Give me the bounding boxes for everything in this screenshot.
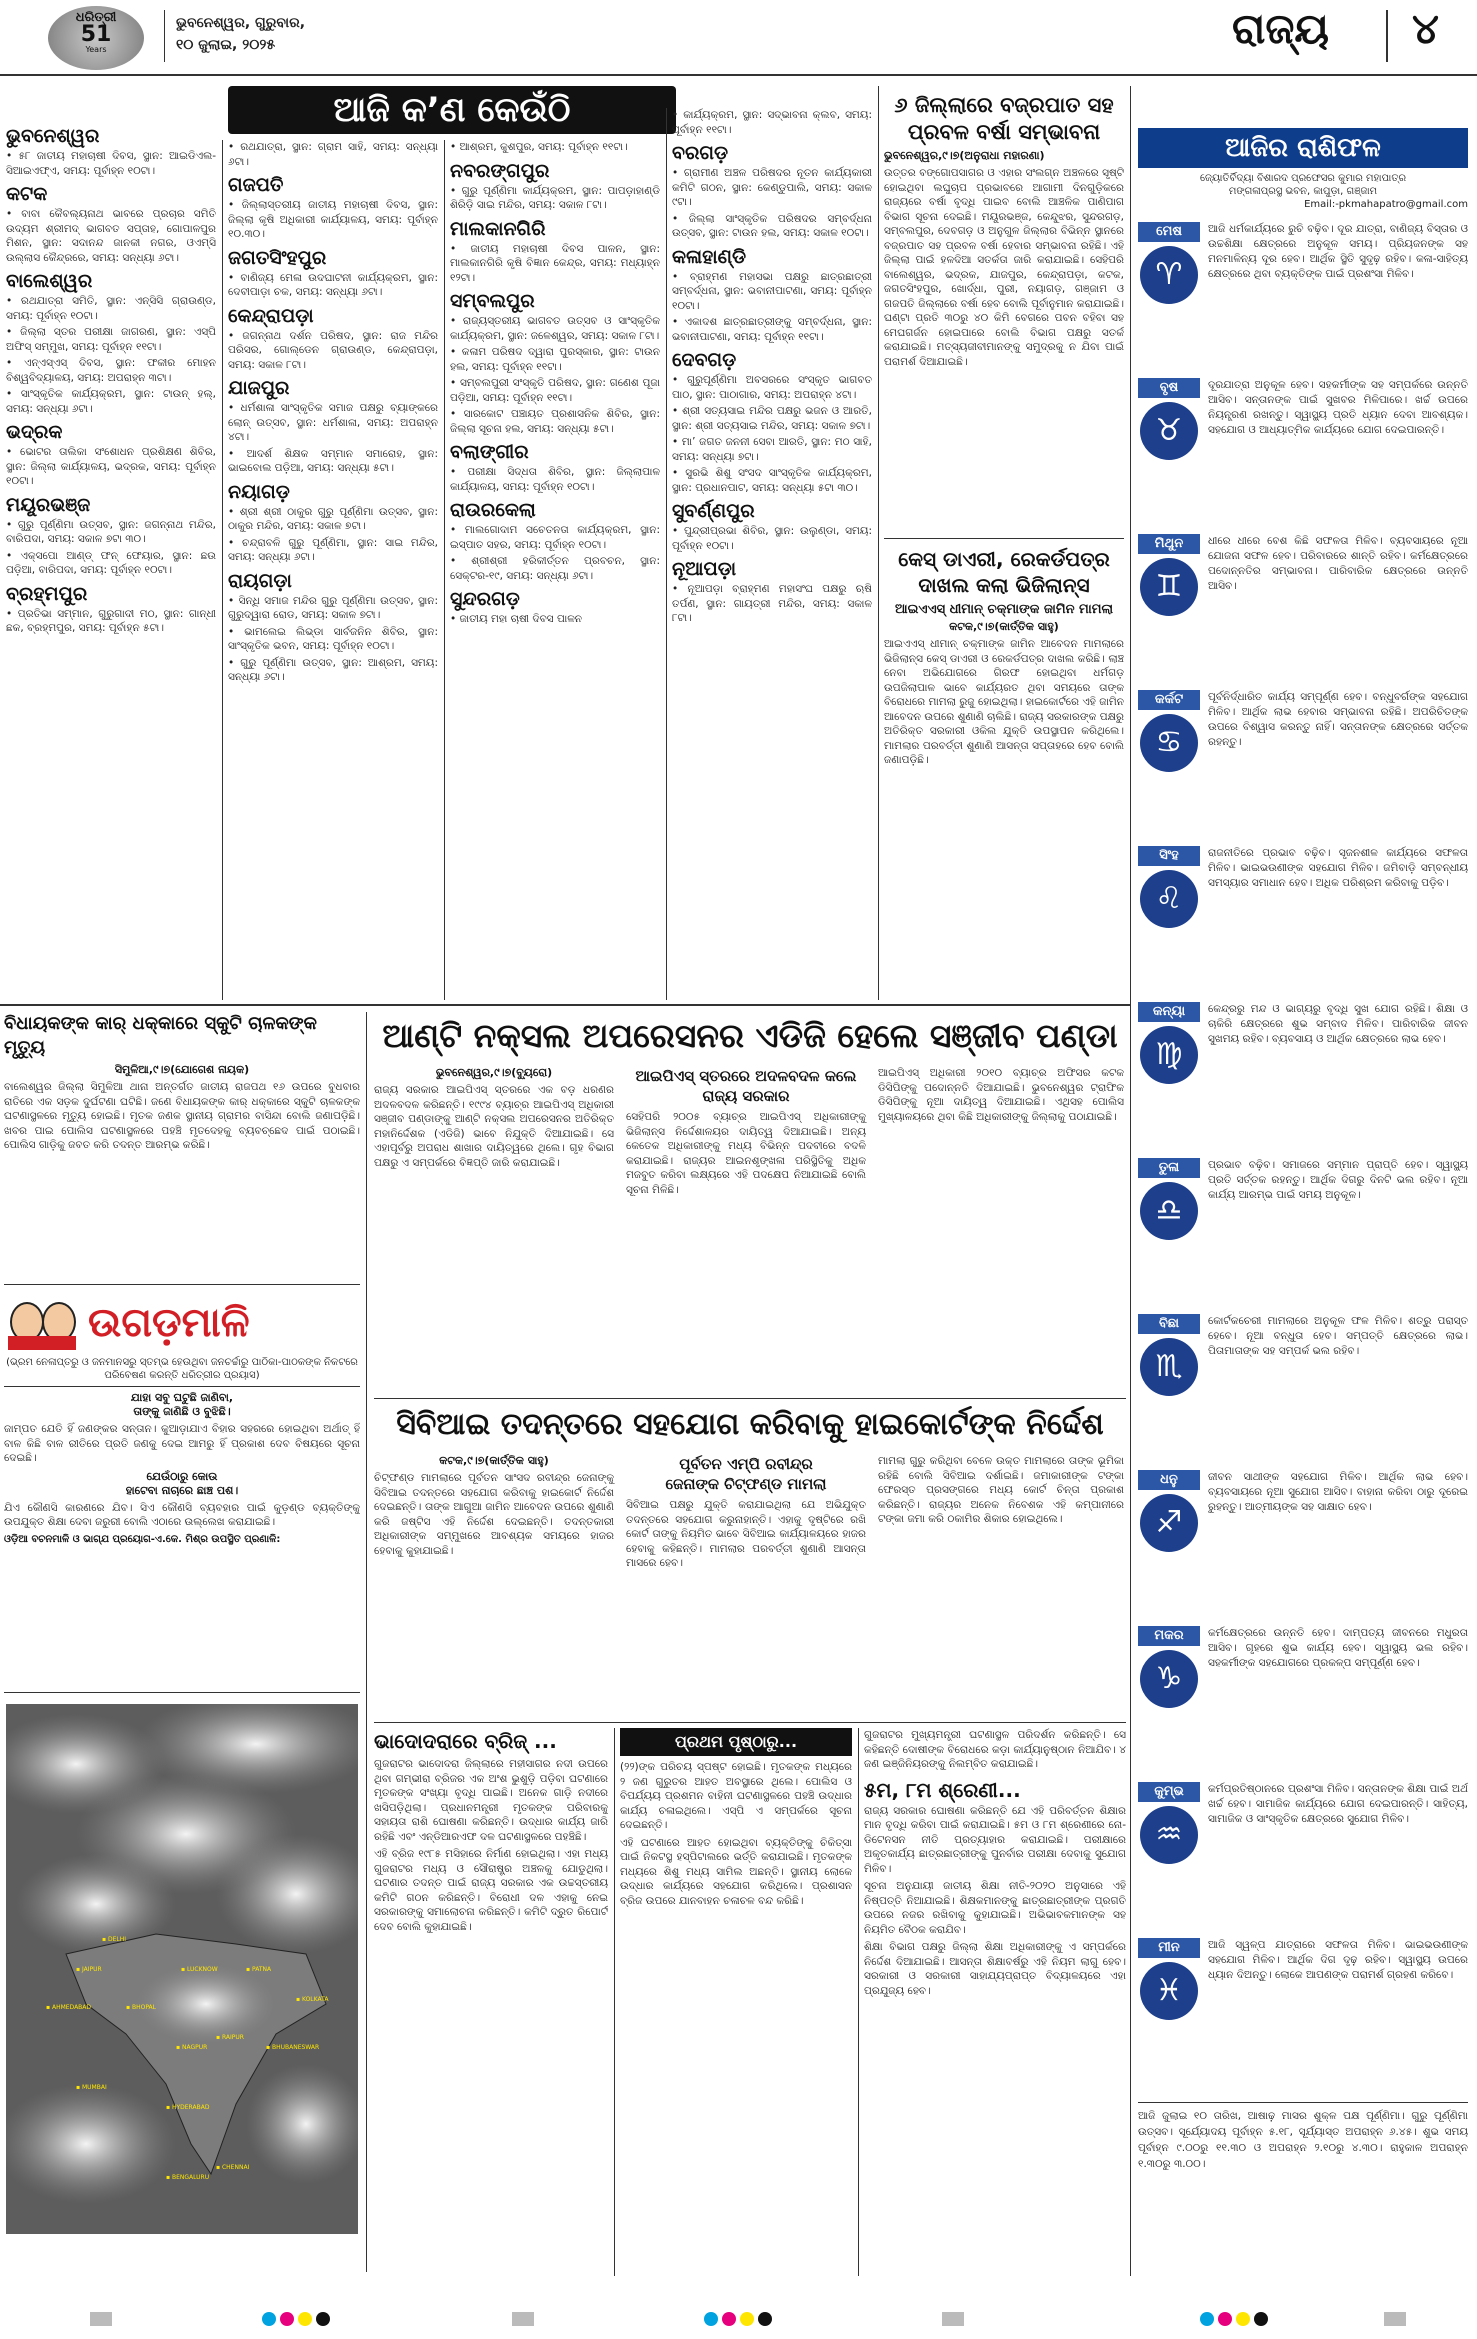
zodiac-name: ବୃଷ xyxy=(1138,378,1200,398)
event-item: • ପ୍ରତିଭା ସମ୍ମାନ, ଗୁରୁଗାଦୀ ମଠ, ସ୍ଥାନ: ଗାନ୍ଧୀ ଛକ, ବ୍ରହ୍ମପୁର, ସମୟ: ପୂର୍ବାହ୍ନ ୫ଟା। xyxy=(6,607,216,634)
city-label: ▪ HYDERABAD xyxy=(166,2104,210,2111)
events-banner xyxy=(228,86,676,134)
logo-years-label: Years xyxy=(85,45,107,54)
zodiac-badge xyxy=(1138,1002,1200,1084)
event-place-heading: ଭଦ୍ରକ xyxy=(6,421,63,443)
city-label: ▪ LUCKNOW xyxy=(181,1966,218,1973)
bridge-story xyxy=(374,1728,608,2278)
event-place-heading: କେନ୍ଦ୍ରାପଡ଼ା xyxy=(228,304,314,327)
city-label: ▪ PATNA xyxy=(246,1966,272,1973)
event-item: • ସିନ୍ଧି ସମାଜ ମନ୍ଦିର ଗୁରୁ ପୂର୍ଣ୍ଣିମା ଉତ୍ସବ, ସ୍ଥାନ: ଗୁରୁଦ୍ୱାରା ରୋଡ, ସମୟ: ସକାଳ ୭ଟା। xyxy=(228,594,438,621)
cbi-col-2 xyxy=(626,1454,866,1571)
rain-body: ଉତ୍ତର ବଙ୍ଗୋପସାଗର ଓ ଏହାର ସଂଲଗ୍ନ ଅଞ୍ଚଳରେ ସୃଷ୍ଟି ହୋଇଥିବା ଲଘୁଚାପ ପ୍ରଭାବରେ ଆଗାମୀ ଦିନଗୁଡ଼ିକରେ ରାଜ୍ୟରେ ବର୍ଷା ବୃଦ୍ଧି ପାଇବ ବୋଲି ଆଞ୍ଚଳିକ ପାଣିପାଗ ବିଭାଗ ସୂଚନା ଦେଇଛି। ମୟୂରଭଞ୍ଜ, କେନ୍ଦୁଝର, ସୁନ୍ଦରଗଡ଼, ସମ୍ବଲପୁର, ଦେବଗଡ଼ ଓ ଅନୁଗୁଳ ଜିଲ୍ଲାର ବିଭିନ୍ନ ସ୍ଥାନରେ ବଜ୍ରପାତ ସହ ପ୍ରବଳ ବର୍ଷା ହେବାର ସମ୍ଭାବନା ରହିଛି। ଏହି ଜିଲ୍ଲା ପାଇଁ ହଳଦିଆ ସତର୍କତା ଜାରି କରାଯାଇଛି। ସେହିପରି ବାଲେଶ୍ୱର, ଭଦ୍ରକ, ଯାଜପୁର, କେନ୍ଦ୍ରାପଡ଼ା, କଟକ, ଜଗତସିଂହପୁର, ଖୋର୍ଦ୍ଧା, ପୁରୀ, ନୟାଗଡ଼, ଗଞ୍ଜାମ ଓ ଗଜପତି ଜିଲ୍ଲାରେ ବର୍ଷା ହେବ ବୋଲି ପୂର୍ବାନୁମାନ କରାଯାଇଛି। ଘଣ୍ଟା ପ୍ରତି ୩୦ରୁ ୪୦ କିମି ବେଗରେ ପବନ ବହିବା ସହ ମେଘଗର୍ଜନ ହୋଇପାରେ ବୋଲି ବିଭାଗ ପକ୍ଷରୁ ସତର୍କ କରାଯାଇଛି। ମତ୍ସ୍ୟଜୀବୀମାନଙ୍କୁ ସମୁଦ୍ରକୁ ନ ଯିବା ପାଇଁ ପରାମର୍ଶ ଦିଆଯାଇଛି। xyxy=(884,167,1124,368)
zodiac-symbol-icon: ♌ xyxy=(1140,870,1198,928)
zodiac-symbol-icon: ♑ xyxy=(1140,1650,1198,1708)
naxal-dateline: ଭୁବନେଶ୍ୱର,୯।୭(ବ୍ୟୁରୋ) xyxy=(435,1066,553,1079)
event-place-heading: ଜଗତସିଂହପୁର xyxy=(228,246,327,269)
cbi-body-1: ଚିଟ୍‌ଫଣ୍ଡ ମାମଲାରେ ପୂର୍ବତନ ସାଂସଦ ରବୀନ୍ଦ୍ର ଜେନାଙ୍କୁ ସିବିଆଇ ତଦନ୍ତରେ ସହଯୋଗ କରିବାକୁ ହାଇକୋର୍ଟ ନିର୍ଦ୍ଦେଶ ଦେଇଛନ୍ତି। ତାଙ୍କ ଆଗୁଆ ଜାମିନ ଆବେଦନ ଉପରେ ଶୁଣାଣି କରି ଜଷ୍ଟିସ ଏହି ନିର୍ଦ୍ଦେଶ ଦେଇଛନ୍ତି। ତଦନ୍ତକାରୀ ଅଧିକାରୀଙ୍କ ସମ୍ମୁଖରେ ଆବଶ୍ୟକ ସମୟରେ ହାଜର ହେବାକୁ କୁହାଯାଇଛି। xyxy=(374,1472,614,1557)
satellite-image xyxy=(6,1704,358,2234)
zodiac-badge xyxy=(1138,378,1200,460)
zodiac-symbol-icon: ♈ xyxy=(1140,246,1198,304)
zodiac-text: ପୂର୍ବନିର୍ଦ୍ଧାରିତ କାର୍ଯ୍ୟ ସମ୍ପୂର୍ଣ୍ଣ ହେବ। ବନ୍ଧୁବର୍ଗଙ୍କ ସହଯୋଗ ମିଳିବ। ଆର୍ଥିକ ଲାଭ ହେବାର ସମ୍ଭାବନା ରହିଛି। ଅପରିଚିତଙ୍କ ଉପରେ ବିଶ୍ୱାସ କରନ୍ତୁ ନାହିଁ। ସନ୍ତାନଙ୍କ କ୍ଷେତ୍ରରେ ସର୍ତ୍ତକ ରହନ୍ତୁ। xyxy=(1208,691,1468,748)
events-banner-title: ଆଜି କ’ଣ କେଉଁଠି xyxy=(333,90,571,130)
zodiac-badge xyxy=(1138,1782,1200,1864)
event-item: • ରଥଯାତ୍ରା ସମିତି, ସ୍ଥାନ: ଏନ୍‌ସିସି ଗ୍ରାଉଣ୍ଡ, ସମୟ: ପୂର୍ବାହ୍ନ ୧୦ଟା। xyxy=(6,295,216,322)
event-item: • ଧର୍ମଶାଳା ସାଂସ୍କୃତିକ ସମାଜ ପକ୍ଷରୁ ବ୍ୟାଙ୍କରେ ଲୋନ୍‌ ଉତ୍ସବ, ସ୍ଥାନ: ଧର୍ମଶାଳା, ସମୟ: ଅପରାହ୍ନ ୪ଟା। xyxy=(228,402,438,443)
swatch-cyan xyxy=(1200,2312,1214,2326)
event-place-heading: ରାଉରକେଲା xyxy=(450,499,536,521)
event-item: • ରାଜ୍ୟସ୍ତରୀୟ ଭାଗବତ ଉତ୍ସବ ଓ ସାଂସ୍କୃତିକ କାର୍ଯ୍ୟକ୍ରମ, ସ୍ଥାନ: ଜଳେଶ୍ୱର, ସମୟ: ସକାଳ ୮ଟା। xyxy=(450,315,660,342)
front-page-tag: ପ୍ରଥମ ପୃଷ୍ଠାରୁ... xyxy=(620,1728,852,1756)
horoscope-address: ମଙ୍ଗଳାପ୍ରସ୍ଥ ଭବନ, କାପୁଡ଼ା, ଗଞ୍ଜାମ xyxy=(1228,186,1378,197)
cartoon-head-2: ତାଙ୍କୁ ଜାଣିଛି ଓ ବୁଝିଛି। xyxy=(133,1405,231,1418)
logo-years: 51 xyxy=(80,22,112,47)
zodiac-name: ମକର xyxy=(1138,1626,1200,1646)
event-place-heading: ବାଲେଶ୍ୱର xyxy=(6,270,93,292)
city-label: ▪ AHMEDABAD xyxy=(46,2004,92,2011)
vigilance-story xyxy=(884,546,1124,996)
zodiac-name: କର୍କଟ xyxy=(1138,690,1200,710)
cbi-story xyxy=(374,1404,1126,1720)
cbi-headline: ସିବିଆଇ ତଦନ୍ତରେ ସହଯୋଗ କରିବାକୁ ହାଇକୋର୍ଟଙ୍କ ନିର୍ଦ୍ଦେଶ xyxy=(396,1407,1104,1442)
cartoon-header xyxy=(4,1290,360,1356)
zodiac-row xyxy=(1138,1626,1468,1778)
vigilance-dateline: କଟକ,୯।୭(କାର୍ତ୍ତିକ ସାହୁ) xyxy=(949,620,1059,633)
zodiac-badge xyxy=(1138,534,1200,616)
event-item: • ଗୁରୁ ପୂର୍ଣ୍ଣିମା ଉତ୍ସବ, ସ୍ଥାନ: ଜଗନ୍ନାଥ ମନ୍ଦିର, ବାରିପଦା, ସମୟ: ସକାଳ ୭ଟା ୩୦। xyxy=(6,518,216,545)
logo-text: ଧରିତ୍ରୀ xyxy=(75,10,117,25)
zodiac-row xyxy=(1138,846,1468,998)
zodiac-symbol-icon: ♏ xyxy=(1140,1338,1198,1396)
city-label: ▪ RAIPUR xyxy=(216,2034,244,2041)
horoscope-signs xyxy=(1138,222,1468,2098)
events-col-2 xyxy=(228,140,438,1000)
class-headline: ୫ମ, ୮ମ ଶ୍ରେଣୀ... xyxy=(864,1777,1021,1802)
footer-marks xyxy=(0,2296,1477,2339)
naxal-col-1 xyxy=(374,1066,614,1170)
event-place-heading: ବଲାଙ୍ଗୀର xyxy=(450,441,529,463)
rain-headline: ୬ ଜିଲ୍ଲାରେ ବଜ୍ରପାତ ସହ ପ୍ରବଳ ବର୍ଷା ସମ୍ଭାବନା xyxy=(894,93,1114,144)
dateline-day: ଭୁବନେଶ୍ୱର, ଗୁରୁବାର, xyxy=(176,15,306,31)
event-item: • ପରୀକ୍ଷା ସିଦ୍ଧତା ଶିବିର, ସ୍ଥାନ: ଜିଲ୍ଲାପାଳ କାର୍ଯ୍ୟାଳୟ, ସମୟ: ପୂର୍ବାହ୍ନ ୧୦ଟା। xyxy=(450,466,660,493)
zodiac-name: ଧନୁ xyxy=(1138,1470,1200,1490)
cbi-body-2: ସିବିଆଇ ପକ୍ଷରୁ ଯୁକ୍ତି କରାଯାଇଥିଲା ଯେ ଅଭିଯୁକ୍ତ ତଦନ୍ତରେ ସହଯୋଗ କରୁନାହାନ୍ତି। ଏହାକୁ ଦୃଷ୍ଟିରେ ରଖି କୋର୍ଟ ତାଙ୍କୁ ନିୟମିତ ଭାବେ ସିବିଆଇ କାର୍ଯ୍ୟାଳୟରେ ହାଜର ହେବାକୁ କହିଛନ୍ତି। ମାମଲାର ପରବର୍ତ୍ତୀ ଶୁଣାଣି ଆସନ୍ତା ମାସରେ ହେବ। xyxy=(626,1499,866,1569)
swatch-yellow xyxy=(298,2312,312,2326)
naxal-col-3 xyxy=(878,1066,1124,1124)
event-item: • ସମ୍ବଲପୁରୀ ସଂସ୍କୃତି ପରିଷଦ, ସ୍ଥାନ: ଗଣେଶ ପୂଜା ପଡ଼ିଆ, ସମୟ: ପୂର୍ବାହ୍ନ ୧୧ଟା। xyxy=(450,377,660,404)
panchang: ଆଜି ଜୁଲାଇ ୧୦ ତାରିଖ, ଆଷାଢ଼ ମାସର ଶୁକ୍ଳ ପକ୍ଷ ପୂର୍ଣ୍ଣିମା। ଗୁରୁ ପୂର୍ଣ୍ଣିମା ଉତ୍ସବ। ସୂର୍ଯ୍ୟୋଦୟ ପୂର୍ବାହ୍ନ ୫.୧୮, ସୂର୍ଯ୍ୟାସ୍ତ ଅପରାହ୍ନ ୬.୪୫। ଶୁଭ ସମୟ ପୂର୍ବାହ୍ନ ୯.୦୦ରୁ ୧୧.୩୦ ଓ ଅପରାହ୍ନ ୨.୧୦ରୁ ୪.୩୦। ରାହୁକାଳ ଅପରାହ୍ନ ୧.୩୦ରୁ ୩.୦୦। xyxy=(1138,2110,1468,2170)
zodiac-badge xyxy=(1138,1626,1200,1708)
event-item: • ବ୍ରାହ୍ମଣ ମହାସଭା ପକ୍ଷରୁ ଛାତ୍ରଛାତ୍ରୀ ସମ୍ବର୍ଦ୍ଧନା, ସ୍ଥାନ: ଭବାନୀପାଟଣା, ସମୟ: ପୂର୍ବାହ୍ନ ୧୦ଟା। xyxy=(672,270,872,312)
event-item: • ଗୁରୁ ପୂର୍ଣ୍ଣିମା କାର୍ଯ୍ୟକ୍ରମ, ସ୍ଥାନ: ପାପଡ଼ାହାଣ୍ଡି ଶିରିଡ଼ି ସାଇ ମନ୍ଦିର, ସମୟ: ସକାଳ ୮ଟା। xyxy=(450,184,660,211)
bridge-body-2: ଏହି ବ୍ରିଜ ୧୯୮୫ ମସିହାରେ ନିର୍ମାଣ ହୋଇଥିଲା। ଏହା ମଧ୍ୟ ଗୁଜରାଟର ମଧ୍ୟ ଓ ସୌରାଷ୍ଟ୍ର ଅଞ୍ଚଳକୁ ଯୋଡୁଥିଲା। ଘଟଣାର ତଦନ୍ତ ପାଇଁ ରାଜ୍ୟ ସରକାର ଏକ ଉଚ୍ଚସ୍ତରୀୟ କମିଟି ଗଠନ କରିଛନ୍ତି। ବିରୋଧୀ ଦଳ ଏହାକୁ ନେଇ ସରକାରଙ୍କୁ ସମାଲୋଚନା କରିଛନ୍ତି। କମିଟି ଦ୍ରୁତ ରିପୋର୍ଟ ଦେବ ବୋଲି କୁହାଯାଇଛି। xyxy=(374,1848,608,1933)
event-place-heading: ଦେବଗଡ଼ xyxy=(672,349,737,371)
class-story xyxy=(864,1728,1126,2278)
event-item: • ଶ୍ରୀ ସତ୍ୟସାଇ ମନ୍ଦିର ପକ୍ଷରୁ ଭଜନ ଓ ଆରତି, ସ୍ଥାନ: ଶ୍ରୀ ସତ୍ୟସାଇ ମନ୍ଦିର, ସମୟ: ସକାଳ ୭ଟା। xyxy=(672,405,872,432)
zodiac-badge xyxy=(1138,846,1200,928)
page-number: ୪ xyxy=(1412,4,1439,53)
event-place-heading: ନବରଙ୍ଗପୁର xyxy=(450,159,550,182)
event-item: • ଏକ୍ସପୋ ଆଣ୍ଡ୍ ଫନ୍ ଫେୟାର, ସ୍ଥାନ: ଛଉ ପଡ଼ିଆ, ବାରିପଦା, ସମୟ: ପୂର୍ବାହ୍ନ ୧୦ଟା। xyxy=(6,549,216,576)
event-place-heading: ମୟୂରଭଞ୍ଜ xyxy=(6,493,91,516)
event-place-heading: କଟକ xyxy=(6,183,48,205)
city-label: ▪ BHOPAL xyxy=(126,2004,157,2011)
event-place-heading: ମାଲକାନଗିରି xyxy=(450,217,546,240)
zodiac-badge xyxy=(1138,1470,1200,1552)
dateline-date: ୧୦ ଜୁଲାଇ, ୨୦୨୫ xyxy=(176,37,276,53)
cbi-subhead-1: ପୂର୍ବତନ ଏମ୍‌ପି ରବୀନ୍ଦ୍ର xyxy=(679,1455,813,1473)
rain-story xyxy=(884,92,1124,532)
horoscope-email: Email:-pkmahapatro@gmail.com xyxy=(1304,199,1468,210)
cartoon-head-4: ହାଟେବା ନାଚାରେ ଛାଞ୍ଚ ପଶ। xyxy=(125,1483,239,1497)
events-col-4 xyxy=(672,108,872,1000)
zodiac-text: ଧୀରେ ଧୀରେ ବେଶ କିଛି ସଫଳତା ମିଳିବ। ବ୍ୟବସାୟରେ ନୂଆ ଯୋଜନା ସଫଳ ହେବ। ପରିବାରରେ ଶାନ୍ତି ରହିବ। କର୍ମକ୍ଷେତ୍ରରେ ପଦୋନ୍ନତିର ସମ୍ଭାବନା। ପାରିବାରିକ କ୍ଷେତ୍ରରେ ଉନ୍ନତି ଆସିବ। xyxy=(1208,535,1468,592)
zodiac-name: କନ୍ୟା xyxy=(1138,1002,1200,1022)
cartoon-box xyxy=(4,1290,360,1690)
city-label: ▪ BHUBANESWAR xyxy=(266,2044,320,2051)
zodiac-symbol-icon: ♒ xyxy=(1140,1806,1198,1864)
zodiac-symbol-icon: ♍ xyxy=(1140,1026,1198,1084)
zodiac-badge xyxy=(1138,690,1200,772)
rain-dateline: ଭୁବନେଶ୍ୱର,୯।୭(ଅନୁରାଧା ମହାରଣା) xyxy=(884,149,1045,162)
class-body-1: ରାଜ୍ୟ ସରକାର ଘୋଷଣା କରିଛନ୍ତି ଯେ ଏହି ପରିବର୍ତ୍ତନ ଶିକ୍ଷାର ମାନ ବୃଦ୍ଧି କରିବା ପାଇଁ କରାଯାଇଛି। ୫ମ ଓ ୮ମ ଶ୍ରେଣୀରେ ନୋ-ଡିଟେନସନ ନୀତି ପ୍ରତ୍ୟାହାର କରାଯାଇଛି। ପରୀକ୍ଷାରେ ଅକୃତକାର୍ଯ୍ୟ ଛାତ୍ରଛାତ୍ରୀଙ୍କୁ ପୁନର୍ବାର ପରୀକ୍ଷା ଦେବାକୁ ସୁଯୋଗ ମିଳିବ। xyxy=(864,1804,1126,1875)
cartoon-body-1: ଜାମ୍ପତ ଯେତି ହିଁ ଜଣଙ୍କର ସନ୍ତାନ। କୁଆଡ଼ାଯାଏ ବିହାର ସହରରେ ହୋଇଥିବା ଅର୍ଥାତ୍ ହିଁ ବାଳ କିଛି ବାଳ ରୀତିରେ ପ୍ରତି ଜଣକୁ ଦେଇ ଆମରୁ ହିଁ ପ୍ରକାଶ ଦେବ ବିଷୟରେ ସୂଚନା ଦେଇଛି। xyxy=(4,1423,360,1464)
naxal-subhead: ଆଇପିଏସ୍ ସ୍ତରରେ ଅଦଳବଦଳ କଲେ ରାଜ୍ୟ ସରକାର xyxy=(635,1067,857,1105)
zodiac-row xyxy=(1138,534,1468,686)
zodiac-name: ମିଥୁନ xyxy=(1138,534,1200,554)
event-place-heading: ସମ୍ବଲପୁର xyxy=(450,290,535,312)
swatch-magenta xyxy=(722,2312,736,2326)
event-place-heading: ଯାଜପୁର xyxy=(228,377,290,399)
cbi-col-1 xyxy=(374,1454,614,1558)
swatch-cyan xyxy=(704,2312,718,2326)
horoscope-byline xyxy=(1138,172,1468,211)
zodiac-badge xyxy=(1138,1314,1200,1396)
event-item: • ଜିଲ୍ଲା ସ୍ତର ପରୀକ୍ଷା ଜାଗରଣ, ସ୍ଥାନ: ଏସ୍‌ପି ଅଫିସ୍ ସମ୍ମୁଖ, ସମୟ: ପୂର୍ବାହ୍ନ ୧୧ଟା। xyxy=(6,326,216,353)
zodiac-row xyxy=(1138,690,1468,842)
event-item: • ଗୁରୁପୂର୍ଣ୍ଣିମା ଅବସରରେ ସଂସ୍କୃତ ଭାଗବତ ପାଠ, ସ୍ଥାନ: ପାଠାଗାର, ସମୟ: ଅପରାହ୍ନ ୪ଟା। xyxy=(672,374,872,401)
event-item: • ବାଣିଜ୍ୟ ମେଳା ଉଦଘାଟନୀ କାର୍ଯ୍ୟକ୍ରମ, ସ୍ଥାନ: ଦେବୀପାଡ଼ା ଚକ, ସମୟ: ସନ୍ଧ୍ୟା ୬ଟା। xyxy=(228,271,438,298)
city-label: ▪ KOLKATA xyxy=(296,1996,329,2003)
event-place-heading: ନୂଆପଡ଼ା xyxy=(672,558,737,580)
zodiac-row xyxy=(1138,222,1468,374)
swatch-black xyxy=(1254,2312,1268,2326)
vigilance-headline: କେସ୍ ଡାଏରୀ, ରେକର୍ଡପତ୍ର ଦାଖଲ କଲା ଭିଜିଲାନ୍ସ xyxy=(898,547,1110,597)
front-page-body-2: ଗୁଜରାଟର ମୁଖ୍ୟମନ୍ତ୍ରୀ ଘଟଣାସ୍ଥଳ ପରିଦର୍ଶନ କରିଛନ୍ତି। ସେ କହିଛନ୍ତି ଦୋଷୀଙ୍କ ବିରୋଧରେ କଡ଼ା କାର୍ଯ୍ୟାନୁଷ୍ଠାନ ନିଆଯିବ। ୪ ଜଣ ଇଞ୍ଜିନିୟରଙ୍କୁ ନିଲମ୍ବିତ କରାଯାଇଛି। xyxy=(864,1729,1126,1770)
event-item: • ବାବା କୈବଲ୍ୟନାଥ ଭାବରେ ପ୍ରଚାର ସମିତି ଉଦ୍ୟମ ଶ୍ରୀମଦ୍ ଭାଗବତ ସପ୍ତାହ, ଗୋପାଳପୁର ମିଶନ, ସ୍ଥାନ: ସଦାନନ୍ଦ ଜାନକୀ ନଗର, ଓଏମ୍‌ସି ଉଲ୍ଲାସ କୈନ୍ଦ୍ରରେ, ସମୟ: ସନ୍ଧ୍ୟା ୬ଟା। xyxy=(6,208,216,264)
zodiac-symbol-icon: ♐ xyxy=(1140,1494,1198,1552)
event-place-heading: ସୁବର୍ଣ୍ଣପୁର xyxy=(672,500,755,522)
event-place-heading: ଭୁବନେଶ୍ୱର xyxy=(6,125,100,147)
event-item: • ସୁରଭି ଶିଶୁ ସଂସଦ ସାଂସ୍କୃତିକ କାର୍ଯ୍ୟକ୍ରମ, ସ୍ଥାନ: ପ୍ରଧାନପାଟ, ସମୟ: ସନ୍ଧ୍ୟା ୫ଟା ୩୦। xyxy=(672,467,872,494)
zodiac-text: କର୍ମକ୍ଷେତ୍ରରେ ଉନ୍ନତି ହେବ। ଦାମ୍ପତ୍ୟ ଜୀବନରେ ମଧୁରତା ଆସିବ। ଗୃହରେ ଶୁଭ କାର୍ଯ୍ୟ ହେବ। ସ୍ୱାସ୍ଥ୍ୟ ଭଲ ରହିବ। ସହକର୍ମୀଙ୍କ ସହଯୋଗରେ ପ୍ରକଳ୍ପ ସମ୍ପୂର୍ଣ୍ଣ ହେବ। xyxy=(1208,1627,1468,1669)
zodiac-name: ସିଂହ xyxy=(1138,846,1200,866)
zodiac-badge xyxy=(1138,222,1200,304)
cbi-body-3: ମାମଲା ଗୁରୁ କରିଥିବା ବେଳେ ଉକ୍ତ ମାମଲାରେ ତାଙ୍କ ଭୂମିକା ରହିଛି ବୋଲି ସିବିଆଇ ଦର୍ଶାଇଛି। ଜମାକାରୀଙ୍କ ଟଙ୍କା ଫେରସ୍ତ ପ୍ରସଙ୍ଗରେ ମଧ୍ୟ କୋର୍ଟ ଚିନ୍ତା ପ୍ରକାଶ କରିଛନ୍ତି। ରାଜ୍ୟର ଅନେକ ନିବେଶକ ଏହି କମ୍ପାନୀରେ ଟଙ୍କା ଜମା କରି ଠକାମିର ଶିକାର ହୋଇଥିଲେ। xyxy=(878,1455,1124,1525)
event-place-heading: ରାୟଗଡ଼ା xyxy=(228,569,292,592)
zodiac-symbol-icon: ♊ xyxy=(1140,558,1198,616)
event-item: • ଆଶ୍ରମ, କୁଶପୁର, ସମୟ: ପୂର୍ବାହ୍ନ ୧୧ଟା। xyxy=(450,141,628,153)
class-body-3: ଶିକ୍ଷା ବିଭାଗ ପକ୍ଷରୁ ଜିଲ୍ଲା ଶିକ୍ଷା ଅଧିକାରୀଙ୍କୁ ଏ ସମ୍ପର୍କରେ ନିର୍ଦ୍ଦେଶ ଦିଆଯାଇଛି। ଆସନ୍ତା ଶିକ୍ଷାବର୍ଷରୁ ଏହି ନିୟମ ଲାଗୁ ହେବ। ସରକାରୀ ଓ ସରକାରୀ ସାହାଯ୍ୟପ୍ରାପ୍ତ ବିଦ୍ୟାଳୟରେ ଏହା ପ୍ରଯୁଜ୍ୟ ହେବ। xyxy=(864,1941,1126,1997)
dateline xyxy=(176,12,305,56)
events-col-3 xyxy=(450,140,660,1000)
zodiac-row xyxy=(1138,1002,1468,1154)
swatch-magenta xyxy=(1218,2312,1232,2326)
class-body-2: ସୂଚନା ଅନୁଯାୟୀ ଜାତୀୟ ଶିକ୍ଷା ନୀତି-୨୦୨୦ ଅନୁସାରେ ଏହି ନିଷ୍ପତ୍ତି ନିଆଯାଇଛି। ଶିକ୍ଷକମାନଙ୍କୁ ଛାତ୍ରଛାତ୍ରୀଙ୍କ ପ୍ରଗତି ଉପରେ ନଜର ରଖିବାକୁ କୁହାଯାଇଛି। ଅଭିଭାବକମାନଙ୍କ ସହ ନିୟମିତ ବୈଠକ କରାଯିବ। xyxy=(864,1880,1126,1936)
event-item: • ମାଲଗୋଦାମ ସଚେତନତା କାର୍ଯ୍ୟକ୍ରମ, ସ୍ଥାନ: ଇସ୍ପାତ ସହର, ସମୟ: ପୂର୍ବାହ୍ନ ୧୦ଟା। xyxy=(450,524,660,551)
zodiac-text: ରାଜନୀତିରେ ପ୍ରଭାବ ବଢ଼ିବ। ସୃଜନଶୀଳ କାର୍ଯ୍ୟରେ ସଫଳତା ମିଳିବ। ଭାଇଭଉଣୀଙ୍କ ସହଯୋଗ ମିଳିବ। ଜମିବାଡ଼ି ସମ୍ବନ୍ଧୀୟ ସମସ୍ୟାର ସମାଧାନ ହେବ। ଅଧିକ ପରିଶ୍ରମ କରିବାକୁ ପଡ଼ିବ। xyxy=(1208,847,1468,889)
zodiac-symbol-icon: ♋ xyxy=(1140,714,1198,772)
cartoon-head-3: ଯେଉଁଠାରୁ କୋଉ xyxy=(146,1469,218,1483)
cbi-col-3 xyxy=(878,1454,1124,1527)
bridge-continued xyxy=(620,1728,852,2278)
event-item: • କାର୍ଯ୍ୟକ୍ରମ, ସ୍ଥାନ: ସଦ୍ଭାବନା କ୍ଲବ, ସମୟ: ପୂର୍ବାହ୍ନ ୧୧ଟା। xyxy=(672,109,872,136)
event-item: • ଜାତୀୟ ମହା ଚାଷୀ ଦିବସ ପାଳନ xyxy=(450,613,583,625)
zodiac-text: ଜୀବନ ସାଥୀଙ୍କ ସହଯୋଗ ମିଳିବ। ଆର୍ଥିକ ଲାଭ ହେବ। ବ୍ୟବସାୟରେ ନୂଆ ସୁଯୋଗ ଆସିବ। ବାହାନା କରିବା ଠାରୁ ଦୂରେଇ ରୁହନ୍ତୁ। ଆତ୍ମୀୟଙ୍କ ସହ ସାକ୍ଷାତ ହେବ। xyxy=(1208,1471,1468,1513)
bridge-body-3: ଏହି ଘଟଣାରେ ଆହତ ହୋଇଥିବା ବ୍ୟକ୍ତିଙ୍କୁ ଚିକିତ୍ସା ପାଇଁ ନିକଟସ୍ଥ ହସ୍ପିଟାଲରେ ଭର୍ତ୍ତି କରାଯାଇଛି। ମୃତକଙ୍କ ମଧ୍ୟରେ ଶିଶୁ ମଧ୍ୟ ସାମିଲ ଅଛନ୍ତି। ସ୍ଥାନୀୟ ଲୋକେ ଉଦ୍ଧାର କାର୍ଯ୍ୟରେ ସହଯୋଗ କରିଥିଲେ। ପ୍ରଶାସନ ବ୍ରିଜ ଉପରେ ଯାନବାହନ ଚଳାଚଳ ବନ୍ଦ କରିଛି। xyxy=(620,1836,852,1907)
cbi-subhead-2: ଜେନାଙ୍କ ଚିଟ୍‌ଫଣ୍ଡ ମାମଲା xyxy=(665,1475,827,1493)
event-item: • ଚନ୍ଦ୍ରାବଳି ଗୁରୁ ପୂର୍ଣ୍ଣିମା, ସ୍ଥାନ: ସାଇ ମନ୍ଦିର, ସମୟ: ସନ୍ଧ୍ୟା ୬ଟା। xyxy=(228,536,438,563)
cartoon-credit: ଓଡ଼ିଆ ବଚନମାଳି ଓ ଭାଗ୍ଯ ପ୍ରୟୋଗ-ଏ.କେ. ମିଶ୍ର ଉପସ୍ଥିତ ପ୍ରଣାଳି: xyxy=(4,1533,281,1545)
city-label: ▪ CHENNAI xyxy=(216,2164,250,2171)
zodiac-row xyxy=(1138,1158,1468,1310)
zodiac-row xyxy=(1138,1782,1468,1934)
event-place-heading: ବରଗଡ଼ xyxy=(672,142,729,164)
event-item: • ଜିଲ୍ଲାସ୍ତରୀୟ ଜାତୀୟ ମହାଚାଷୀ ଦିବସ, ସ୍ଥାନ: ଜିଲ୍ଲା କୃଷି ଅଧିକାରୀ କାର୍ଯ୍ୟାଳୟ, ସମୟ: ପୂର୍ବାହ୍ନ ୧୦.୩୦। xyxy=(228,199,438,240)
zodiac-row xyxy=(1138,1314,1468,1466)
vigilance-body: ଆଇଏଏସ୍ ଧୀମାନ୍ ଚକ୍ମାଙ୍କ ଜାମିନ ଆବେଦନ ମାମଲାରେ ଭିଜିଲାନ୍ସ କେସ୍ ଡାଏରୀ ଓ ରେକର୍ଡପତ୍ର ଦାଖଲ କରିଛି। ଲାଞ୍ଚ ନେବା ଅଭିଯୋଗରେ ଗିରଫ ହୋଇଥିବା ଧର୍ମଗଡ଼ ଉପଜିଲାପାଳ ଭାବେ କାର୍ଯ୍ୟରତ ଥିବା ସମୟରେ ତାଙ୍କ ବିରୋଧରେ ମାମଲା ରୁଜୁ ହୋଇଥିଲା। ହାଇକୋର୍ଟରେ ଏହି ଜାମିନ ଆବେଦନ ଉପରେ ଶୁଣାଣି ଚାଲିଛି। ରାଜ୍ୟ ସରକାରଙ୍କ ପକ୍ଷରୁ ଅତିରିକ୍ତ ସରକାରୀ ଓକିଲ ଯୁକ୍ତି ଉପସ୍ଥାପନ କରିଥିଲେ। ମାମଲାର ପରବର୍ତ୍ତୀ ଶୁଣାଣି ଆସନ୍ତା ସପ୍ତାହରେ ହେବ ବୋଲି ଜଣାପଡ଼ିଛି। xyxy=(884,638,1124,766)
event-place-heading: ନୟାଗଡ଼ xyxy=(228,480,290,503)
zodiac-name: ମେଷ xyxy=(1138,222,1200,242)
naxal-body-2: ସେହିପରି ୨୦୦୫ ବ୍ୟାଚ୍‌ର ଆଇପିଏସ୍ ଅଧିକାରୀଙ୍କୁ ଭିଜିଲାନ୍ସ ନିର୍ଦ୍ଦେଶାଳୟର ଦାୟିତ୍ୱ ଦିଆଯାଇଛି। ଅନ୍ୟ କେତେକ ଅଧିକାରୀଙ୍କୁ ମଧ୍ୟ ବିଭିନ୍ନ ପଦବୀରେ ବଦଳି କରାଯାଇଛି। ରାଜ୍ୟର ଆଇନଶୃଙ୍ଖଳା ପରିସ୍ଥିତିକୁ ଅଧିକ ମଜବୁତ କରିବା ଲକ୍ଷ୍ୟରେ ଏହି ପଦକ୍ଷେପ ନିଆଯାଇଛି ବୋଲି ସୂଚନା ମିଳିଛି। xyxy=(626,1111,866,1196)
zodiac-name: କୁମ୍ଭ xyxy=(1138,1782,1200,1802)
swatch-yellow xyxy=(740,2312,754,2326)
section-title: ରାଜ୍ୟ xyxy=(1232,4,1330,53)
front-page-body-1: (୨୨)ଙ୍କ ପରିଚୟ ସ୍ପଷ୍ଟ ହୋଇଛି। ମୃତକଙ୍କ ମଧ୍ୟରେ ୨ ଜଣ ଗୁରୁତର ଆହତ ଅବସ୍ଥାରେ ଥିଲେ। ପୋଲିସ ଓ ବିପର୍ଯ୍ୟୟ ପ୍ରଶମନ ବାହିନୀ ଘଟଣାସ୍ଥଳରେ ପହଞ୍ଚି ଉଦ୍ଧାର କାର୍ଯ୍ୟ ଚଳାଇଥିଲେ। ଏସ୍‌ପି ଏ ସମ୍ପର୍କରେ ସୂଚନା ଦେଇଛନ୍ତି। xyxy=(620,1761,852,1831)
naxal-story xyxy=(374,1014,1126,1394)
vigilance-subhead: ଆଇଏଏସ୍ ଧୀମାନ୍ ଚକ୍ମାଙ୍କ ଜାମିନ ମାମଲା xyxy=(894,602,1114,617)
cartoon-head-1: ଯାହା ସବୁ ଘଟୁଛି ଜାଣିବା, xyxy=(130,1391,234,1404)
swatch-yellow xyxy=(1236,2312,1250,2326)
zodiac-badge xyxy=(1138,1158,1200,1240)
zodiac-symbol-icon: ♎ xyxy=(1140,1182,1198,1240)
event-item: • ସାରକୋଟ ପଞ୍ଚାୟତ ପ୍ରଶାସନିକ ଶିବିର, ସ୍ଥାନ: ଜିଲ୍ଲା ସୂଚନା ହଲ, ସମୟ: ସନ୍ଧ୍ୟା ୫ଟା। xyxy=(450,408,660,435)
zodiac-row xyxy=(1138,1470,1468,1622)
horoscope-author: ଜ୍ୟୋତିର୍ବିଦ୍ୟା ବିଶାରଦ ପ୍ରଫେସର କୁମାର ମହାପାତ୍ର xyxy=(1199,173,1407,184)
zodiac-badge xyxy=(1138,1938,1200,2020)
horoscope-title: ଆଜିର ରାଶିଫଳ xyxy=(1138,128,1468,168)
event-place-heading: ଗଜପତି xyxy=(228,174,284,196)
event-item: • ଜିଲ୍ଲା ସାଂସ୍କୃତିକ ପରିଷଦର ସମ୍ବର୍ଦ୍ଧନା ଉତ୍ସବ, ସ୍ଥାନ: ଟାଉନ ହଲ, ସମୟ: ସକାଳ ୧୦ଟା। xyxy=(672,212,872,239)
swatch-magenta xyxy=(280,2312,294,2326)
zodiac-text: କେନ୍ଦ୍ରରୁ ମନ୍ଦ ଓ ଭାଗ୍ୟରୁ ବୃଦ୍ଧି ସୁଖ ଯୋଗ ରହିଛି। ଶିକ୍ଷା ଓ ଚାକିରି କ୍ଷେତ୍ରରେ ଶୁଭ ସମ୍ବାଦ ମିଳିବ। ପାରିବାରିକ ଜୀବନ ସୁଖମୟ ରହିବ। ବ୍ୟବସାୟ ଓ ଆର୍ଥିକ କ୍ଷେତ୍ରରେ ଲାଭ ହେବ। xyxy=(1208,1003,1468,1045)
event-place-heading: ବ୍ରହ୍ମପୁର xyxy=(6,582,88,605)
zodiac-text: କୋର୍ଟକଚେରୀ ମାମଲାରେ ଅନୁକୂଳ ଫଳ ମିଳିବ। ଶତ୍ରୁ ପରାସ୍ତ ହେବେ। ନୂଆ ବନ୍ଧୁତା ହେବ। ସମ୍ପତ୍ତି କ୍ଷେତ୍ରରେ ଲାଭ। ପିତାମାତାଙ୍କ ସହ ସମ୍ପର୍କ ଭଲ ରହିବ। xyxy=(1208,1315,1468,1357)
cartoon-tagline: (ଭ୍ରମ ନେଳାପ୍ତରୁ ଓ ଜନମାନସରୁ ସ୍ତମ୍ଭ ହେଉଥିବା ଜନଚର୍ଚ୍ଚାରୁ ପାଠିକା-ପାଠକଙ୍କ ନିକଟରେ ପରିବେଷଣ କରନ୍ତି ଧରିତ୍ରୀର ପ୍ରୟାସ) xyxy=(6,1357,358,1381)
city-label: ▪ JAIPUR xyxy=(76,1966,102,1973)
events-col-1 xyxy=(6,120,216,1000)
event-item: • ଶ୍ରୀଶ୍ରୀ ହରିକୀର୍ତ୍ତନ ପ୍ରବଚନ, ସ୍ଥାନ: ସେକ୍ଟର-୧୯, ସମୟ: ସନ୍ଧ୍ୟା ୬ଟା। xyxy=(450,555,660,582)
zodiac-name: ମୀନ xyxy=(1138,1938,1200,1958)
event-item: • ମା’ ଜଗତ ଜନନୀ ସେବା ଆରତି, ସ୍ଥାନ: ମଠ ସାହି, ସମୟ: ସନ୍ଧ୍ୟା ୭ଟା। xyxy=(672,436,872,463)
cartoon-body-2: ଯିଏ କୌଣସି କାରଣରେ ଯିବ। ସିଏ କୌଣସି ବ୍ୟବହାର ପାଇଁ କୁଡ଼ଣ୍ଡ ବ୍ୟକ୍ତିଙ୍କୁ ଉପଯୁକ୍ତ ଶିକ୍ଷା ଦେବା ଜରୁରୀ ବୋଲି ଏଠାରେ ଉଲ୍ଲେଖ କରାଯାଇଛି। xyxy=(4,1501,360,1528)
city-label: ▪ BENGALURU xyxy=(166,2174,210,2181)
city-label: ▪ NAGPUR xyxy=(176,2044,208,2051)
event-item: • ଏନ୍‌ଏସ୍‌ଏସ୍ ଦିବସ, ସ୍ଥାନ: ଫକୀର ମୋହନ ବିଶ୍ୱବିଦ୍ୟାଳୟ, ସମୟ: ଅପରାହ୍ନ ୩ଟା। xyxy=(6,357,216,384)
cartoon-title: ଉଗଡ଼ମାଳି xyxy=(88,1300,250,1346)
city-label: ▪ MUMBAI xyxy=(76,2084,107,2091)
event-item: • ଭାମଲେଇ ଲିଭ୍‌ଡା ସାର୍ବଜନିନ ଶିବିର, ସ୍ଥାନ: ସାଂସ୍କୃତିକ ଭବନ, ସମୟ: ପୂର୍ବାହ୍ନ ୧୦ଟା। xyxy=(228,625,438,652)
naxal-col-2 xyxy=(626,1066,866,1197)
naxal-body-1: ରାଜ୍ୟ ସରକାର ଆଇପିଏସ୍ ସ୍ତରରେ ଏକ ବଡ଼ ଧରଣର ଅଦଳବଦଳ କରିଛନ୍ତି। ୧୯୯୪ ବ୍ୟାଚ୍‌ର ଆଇପିଏସ୍ ଅଧିକାରୀ ସଞ୍ଜୀବ ପଣ୍ଡାଙ୍କୁ ଆଣ୍ଟି ନକ୍ସଲ ଅପରେସନର ଅତିରିକ୍ତ ମହାନିର୍ଦ୍ଦେଶକ (ଏଡିଜି) ଭାବେ ନିଯୁକ୍ତି ଦିଆଯାଇଛି। ସେ ଏହାପୂର୍ବରୁ ଅପରାଧ ଶାଖାର ଦାୟିତ୍ୱରେ ଥିଲେ। ଗୃହ ବିଭାଗ ପକ୍ଷରୁ ଏ ସମ୍ପର୍କରେ ବିଜ୍ଞପ୍ତି ଜାରି କରାଯାଇଛି। xyxy=(374,1084,614,1169)
zodiac-text: ଆଜି ଧର୍ମକାର୍ଯ୍ୟରେ ରୁଚି ବଢ଼ିବ। ଦୂର ଯାତ୍ରା, ବାଣିଜ୍ୟ ବିସ୍ତାର ଓ ଉଚ୍ଚଶିକ୍ଷା କ୍ଷେତ୍ରରେ ଅନୁକୂଳ ସମୟ। ପ୍ରିୟଜନଙ୍କ ସହ ମନମାଳିନ୍ୟ ଦୂର ହେବ। ଆର୍ଥିକ ସ୍ଥିତି ସୁଦୃଢ଼ ରହିବ। କଳା-ସାହିତ୍ୟ କ୍ଷେତ୍ରରେ ଥିବା ବ୍ୟକ୍ତିଙ୍କ ପାଇଁ ପ୍ରଶଂସା ମିଳିବ। xyxy=(1208,223,1468,280)
event-place-heading: ସୁନ୍ଦରଗଡ଼ xyxy=(450,588,520,610)
zodiac-symbol-icon: ♓ xyxy=(1140,1962,1198,2020)
event-place-heading: କଳାହାଣ୍ଡି xyxy=(672,245,747,268)
event-item: • ଏକାଦଶ ଛାତ୍ରଛାତ୍ରୀଙ୍କୁ ସମ୍ବର୍ଦ୍ଧନା, ସ୍ଥାନ: ଭବାନୀପାଟଣା, ସମୟ: ପୂର୍ବାହ୍ନ ୧୧ଟା। xyxy=(672,316,872,343)
event-item: • କଳାମ ପରିଷଦ ଦ୍ୱାରା ପୁରସ୍କାର, ସ୍ଥାନ: ଟାଉନ ହଲ, ସମୟ: ପୂର୍ବାହ୍ନ ୧୧ଟା। xyxy=(450,346,660,373)
accident-dateline: ସିମୁଳିଆ,୯।୭(ଯୋଗେଶ ନାୟକ) xyxy=(114,1063,250,1076)
swatch-cyan xyxy=(262,2312,276,2326)
zodiac-text: କର୍ମପ୍ରତିଷ୍ଠାନରେ ପ୍ରଶଂସା ମିଳିବ। ସନ୍ତାନଙ୍କ ଶିକ୍ଷା ପାଇଁ ଅର୍ଥ ଖର୍ଚ୍ଚ ହେବ। ସାମାଜିକ କାର୍ଯ୍ୟରେ ଯୋଗ ଦେଇପାରନ୍ତି। ସାହିତ୍ୟ, ସାମାଜିକ ଓ ସାଂସ୍କୃତିକ କ୍ଷେତ୍ରରେ ସୁଯୋଗ ମିଳିବ। xyxy=(1208,1783,1468,1825)
event-item: • ସାଂସ୍କୃତିକ କାର୍ଯ୍ୟକ୍ରମ, ସ୍ଥାନ: ଟାଉନ୍ ହଲ୍, ସମୟ: ସନ୍ଧ୍ୟା ୬ଟା। xyxy=(6,388,216,415)
accident-story xyxy=(4,1012,360,1282)
accident-body: ବାଲେଶ୍ୱର ଜିଲ୍ଲା ସିମୁଳିଆ ଥାନା ଅନ୍ତର୍ଗତ ଜାତୀୟ ରାଜପଥ ୧୬ ଉପରେ ବୁଧବାର ରାତିରେ ଏକ ସଡ଼କ ଦୁର୍ଘଟଣା ଘଟିଛି। ଜଣେ ବିଧାୟକଙ୍କ କାର୍ ଧକ୍କାରେ ସ୍କୁଟି ଚାଳକଙ୍କ ଘଟଣାସ୍ଥଳରେ ମୃତ୍ୟୁ ହୋଇଛି। ମୃତକ ଜଣକ ସ୍ଥାନୀୟ ଗ୍ରାମର ବାସିନ୍ଦା ବୋଲି ଜଣାପଡ଼ିଛି। ଖବର ପାଇ ପୋଲିସ ଘଟଣାସ୍ଥଳରେ ପହଞ୍ଚି ମୃତଦେହକୁ ବ୍ୟବଚ୍ଛେଦ ପାଇଁ ପଠାଇଛି। ପୋଲିସ ଗାଡ଼ିକୁ ଜବତ କରି ତଦନ୍ତ ଆରମ୍ଭ କରିଛି। xyxy=(4,1081,360,1151)
zodiac-row xyxy=(1138,378,1468,530)
accident-headline: ବିଧାୟକଙ୍କ କାର୍ ଧକ୍କାରେ ସ୍କୁଟି ଚାଳକଙ୍କ ମୃତ୍ୟୁ xyxy=(4,1013,317,1058)
event-item: • ଭୋଟର ତାଲିକା ସଂଶୋଧନ ପ୍ରଶିକ୍ଷଣ ଶିବିର, ସ୍ଥାନ: ଜିଲ୍ଲା କାର୍ଯ୍ୟାଳୟ, ଭଦ୍ରକ, ସମୟ: ପୂର୍ବାହ୍ନ ୧୦ଟା। xyxy=(6,446,216,487)
cartoon-illustration xyxy=(8,1294,78,1352)
naxal-headline: ଆଣ୍ଟି ନକ୍ସଲ ଅପରେସନର ଏଡିଜି ହେଲେ ସଞ୍ଜୀବ ପଣ୍ଡା xyxy=(382,1016,1118,1055)
event-item: • ଗ୍ରାମୀଣ ଅଞ୍ଚଳ ପରିଷଦର ନୂତନ କାର୍ଯ୍ୟକାରୀ କମିଟି ଗଠନ, ସ୍ଥାନ: କେଣ୍ଡୁପାଲି, ସମୟ: ସକାଳ ୯ଟା। xyxy=(672,167,872,208)
city-label: ▪ DELHI xyxy=(102,1936,127,1943)
zodiac-text: ପ୍ରଭାବ ବଢ଼ିବ। ସମାଜରେ ସମ୍ମାନ ପ୍ରାପ୍ତି ହେବ। ସ୍ୱାସ୍ଥ୍ୟ ପ୍ରତି ସର୍ତ୍ତକ ରହନ୍ତୁ। ଆର୍ଥିକ ଦିଗରୁ ଦିନଟି ଭଲ ରହିବ। ନୂଆ କାର୍ଯ୍ୟ ଆରମ୍ଭ ପାଇଁ ସମୟ ଅନୁକୂଳ। xyxy=(1208,1159,1468,1201)
bridge-headline: ଭାଦୋଦରାରେ ବ୍ରିଜ୍ ... xyxy=(374,1729,557,1753)
logo xyxy=(48,6,144,70)
masthead xyxy=(0,0,1477,76)
swatch-black xyxy=(316,2312,330,2326)
zodiac-text: ଆଜି ସ୍ୱଳ୍ପ ଯାତ୍ରାରେ ସଫଳତା ମିଳିବ। ଭାଇଭଉଣୀଙ୍କ ସହଯୋଗ ମିଳିବ। ଆର୍ଥିକ ଦିଗ ଦୃଢ଼ ରହିବ। ସ୍ୱାସ୍ଥ୍ୟ ଉପରେ ଧ୍ୟାନ ଦିଅନ୍ତୁ। ଲୋକେ ଆପଣଙ୍କ ପରାମର୍ଶ ଗ୍ରହଣ କରିବେ। xyxy=(1208,1939,1468,1981)
event-item: • ଜଗନ୍ନାଥ ଦର୍ଶନ ପରିଷଦ, ସ୍ଥାନ: ରାଜ ମନ୍ଦିର ପରିସର, ଗୋଲ୍ଡେନ ଗ୍ରାଉଣ୍ଡ, କେନ୍ଦ୍ରାପଡ଼ା, ସମୟ: ସକାଳ ୮ଟା। xyxy=(228,329,438,371)
zodiac-row xyxy=(1138,1938,1468,2090)
naxal-body-3: ଆଇପିଏସ୍ ଅଧିକାରୀ ୨୦୧୦ ବ୍ୟାଚ୍‌ର ଅଫିସର କଟକ ଡିସିପିଙ୍କୁ ପଦୋନ୍ନତି ଦିଆଯାଇଛି। ଭୁବନେଶ୍ୱର ଟ୍ରାଫିକ ଡିସିପିଙ୍କୁ ନୂଆ ଦାୟିତ୍ୱ ଦିଆଯାଇଛି। ଏଥିସହ ପୋଲିସ ମୁଖ୍ୟାଳୟରେ ଥିବା କିଛି ଅଧିକାରୀଙ୍କୁ ଜିଲ୍ଲାକୁ ପଠାଯାଇଛି। xyxy=(878,1067,1124,1123)
event-item: • ନୂଆପଡ଼ା ବ୍ରାହ୍ମଣ ମହାସଂଘ ପକ୍ଷରୁ ଋଷି ତର୍ପଣ, ସ୍ଥାନ: ଗାୟତ୍ରୀ ମନ୍ଦିର, ସମୟ: ସକାଳ ୮ଟା। xyxy=(672,583,872,624)
swatch-black xyxy=(758,2312,772,2326)
event-item: • ରଥଯାତ୍ରା, ସ୍ଥାନ: ଗ୍ରାମ ସାହି, ସମୟ: ସନ୍ଧ୍ୟା ୬ଟା। xyxy=(228,141,438,168)
zodiac-name: ତୁଳା xyxy=(1138,1158,1200,1178)
zodiac-symbol-icon: ♉ xyxy=(1140,402,1198,460)
event-item: • ଆଦର୍ଶ ଶିକ୍ଷକ ସମ୍ମାନ ସମାରୋହ, ସ୍ଥାନ: ଭାଇବୋଲ ପଡ଼ିଆ, ସମୟ: ସନ୍ଧ୍ୟା ୫ଟା। xyxy=(228,447,438,474)
event-item: • ଗୁରୁ ପୂର୍ଣ୍ଣିମା ଉତ୍ସବ, ସ୍ଥାନ: ଆଶ୍ରମ, ସମୟ: ସନ୍ଧ୍ୟା ୬ଟା। xyxy=(228,656,438,683)
zodiac-name: ବିଛା xyxy=(1138,1314,1200,1334)
zodiac-text: ଦୂରଯାତ୍ରା ଅନୁକୂଳ ହେବ। ସହକର୍ମୀଙ୍କ ସହ ସମ୍ପର୍କରେ ଉନ୍ନତି ଆସିବ। ସନ୍ତାନଙ୍କ ପାଇଁ ସୁଖବର ମିଳିପାରେ। ଖର୍ଚ୍ଚ ଉପରେ ନିୟନ୍ତ୍ରଣ ରଖନ୍ତୁ। ସ୍ୱାସ୍ଥ୍ୟ ପ୍ରତି ଧ୍ୟାନ ଦେବା ଆବଶ୍ୟକ। ସହଯୋଗ ଓ ଆଧ୍ୟାତ୍ମିକ କାର୍ଯ୍ୟରେ ଯୋଗ ଦେଇପାରନ୍ତି। xyxy=(1208,379,1468,436)
event-item: • ଶ୍ରୀ ଶ୍ରୀ ଠାକୁର ଗୁରୁ ପୂର୍ଣ୍ଣିମା ଉତ୍ସବ, ସ୍ଥାନ: ଠାକୁର ମନ୍ଦିର, ସମୟ: ସକାଳ ୭ଟା। xyxy=(228,505,438,532)
event-item: • ଜାତୀୟ ମହାଚାଷୀ ଦିବସ ପାଳନ, ସ୍ଥାନ: ମାଲକାନଗିରି କୃଷି ବିଜ୍ଞାନ କେନ୍ଦ୍ର, ସମୟ: ମଧ୍ୟାହ୍ନ ୧୨ଟା। xyxy=(450,242,660,284)
event-item: • ୫୮ ଜାତୀୟ ମହାଚାଷୀ ଦିବସ, ସ୍ଥାନ: ଆଇଡିଏଲ-ସିଆଇଏଫ୍‌ଏ, ସମୟ: ପୂର୍ବାହ୍ନ ୧୦ଟା। xyxy=(6,150,216,177)
event-item: • ପୁନ୍ଦ୍ରୀପ୍ରଭା ଶିବିର, ସ୍ଥାନ: ଉଲୁଣ୍ଡା, ସମୟ: ପୂର୍ବାହ୍ନ ୧୦ଟା। xyxy=(672,525,872,552)
bridge-body-1: ଗୁଜରାଟର ଭାଦୋଦରା ଜିଲ୍ଲାରେ ମହୀସାଗର ନଦୀ ଉପରେ ଥିବା ଗମ୍ଭୀରା ବ୍ରିଜର ଏକ ଅଂଶ ଭୁଶୁଡ଼ି ପଡ଼ିବା ଘଟଣାରେ ମୃତକଙ୍କ ସଂଖ୍ୟା ବୃଦ୍ଧି ପାଇଛି। ଅନେକ ଗାଡ଼ି ନଦୀରେ ଖସିପଡ଼ିଥିଲା। ପ୍ରଧାନମନ୍ତ୍ରୀ ମୃତକଙ୍କ ପରିବାରକୁ ସହାୟତା ରାଶି ଘୋଷଣା କରିଛନ୍ତି। ଉଦ୍ଧାର କାର୍ଯ୍ୟ ଜାରି ରହିଛି ଏବଂ ଏନ୍‌ଡିଆରଏଫ ଦଳ ଘଟଣାସ୍ଥଳରେ ପହଞ୍ଚିଛି। xyxy=(374,1758,608,1843)
cbi-dateline: କଟକ,୯।୭(କାର୍ତ୍ତିକ ସାହୁ) xyxy=(439,1454,549,1467)
